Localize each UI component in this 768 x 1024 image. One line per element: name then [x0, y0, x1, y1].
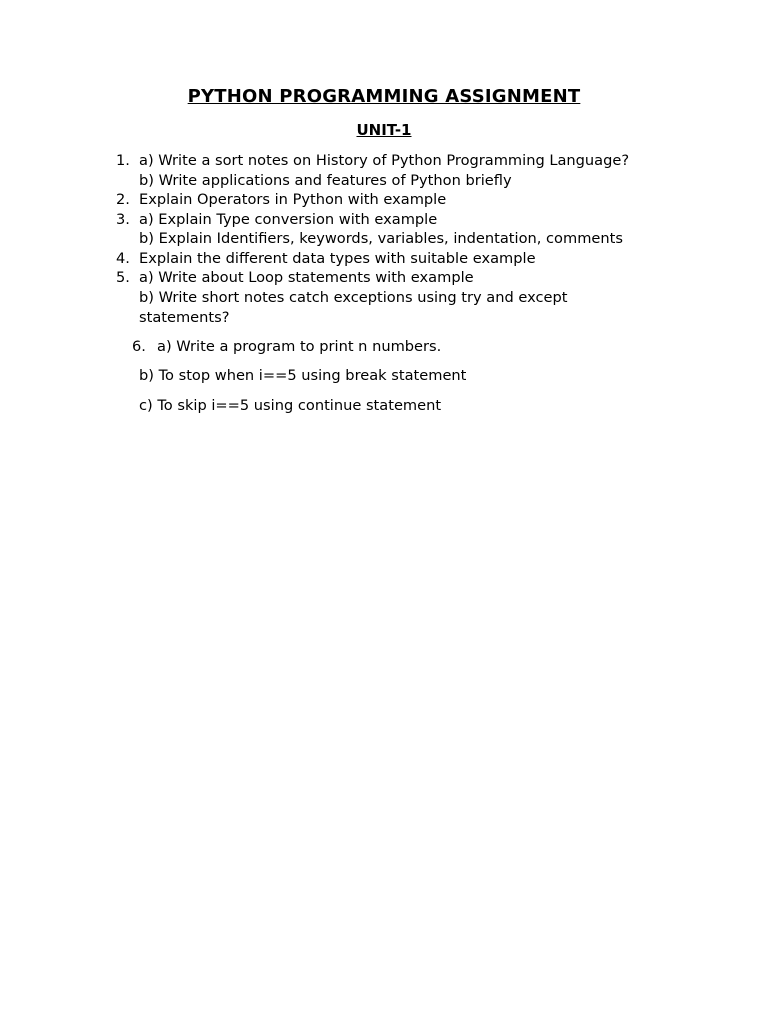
question-number: 6. [132, 338, 146, 355]
question-number: 2. [116, 191, 130, 208]
question-line: a) Write a sort notes on History of Python Programming Language? [139, 152, 630, 169]
question-line: statements? [139, 309, 230, 326]
question-number: 5. [116, 269, 130, 286]
question-line: Explain Operators in Python with example [139, 191, 447, 208]
question-line: c) To skip i==5 using continue statement [139, 397, 442, 414]
document-title: PYTHON PROGRAMMING ASSIGNMENT [187, 86, 581, 107]
question-line: b) Write applications and features of Python briefly [139, 172, 512, 189]
question-line: a) Explain Type conversion with example [139, 211, 438, 228]
question-number: 4. [116, 250, 130, 267]
question-number: 3. [116, 211, 130, 228]
question-line: a) Write about Loop statements with example [139, 269, 474, 286]
question-number: 1. [116, 152, 130, 169]
question-line: b) To stop when i==5 using break statement [139, 367, 467, 384]
question-line: a) Write a program to print n numbers. [157, 338, 442, 355]
unit-heading: UNIT-1 [356, 121, 412, 139]
question-line: b) Explain Identifiers, keywords, variables, indentation, comments [139, 230, 623, 247]
question-line: Explain the different data types with suitable example [139, 250, 536, 267]
question-line: b) Write short notes catch exceptions using try and except [139, 289, 568, 306]
